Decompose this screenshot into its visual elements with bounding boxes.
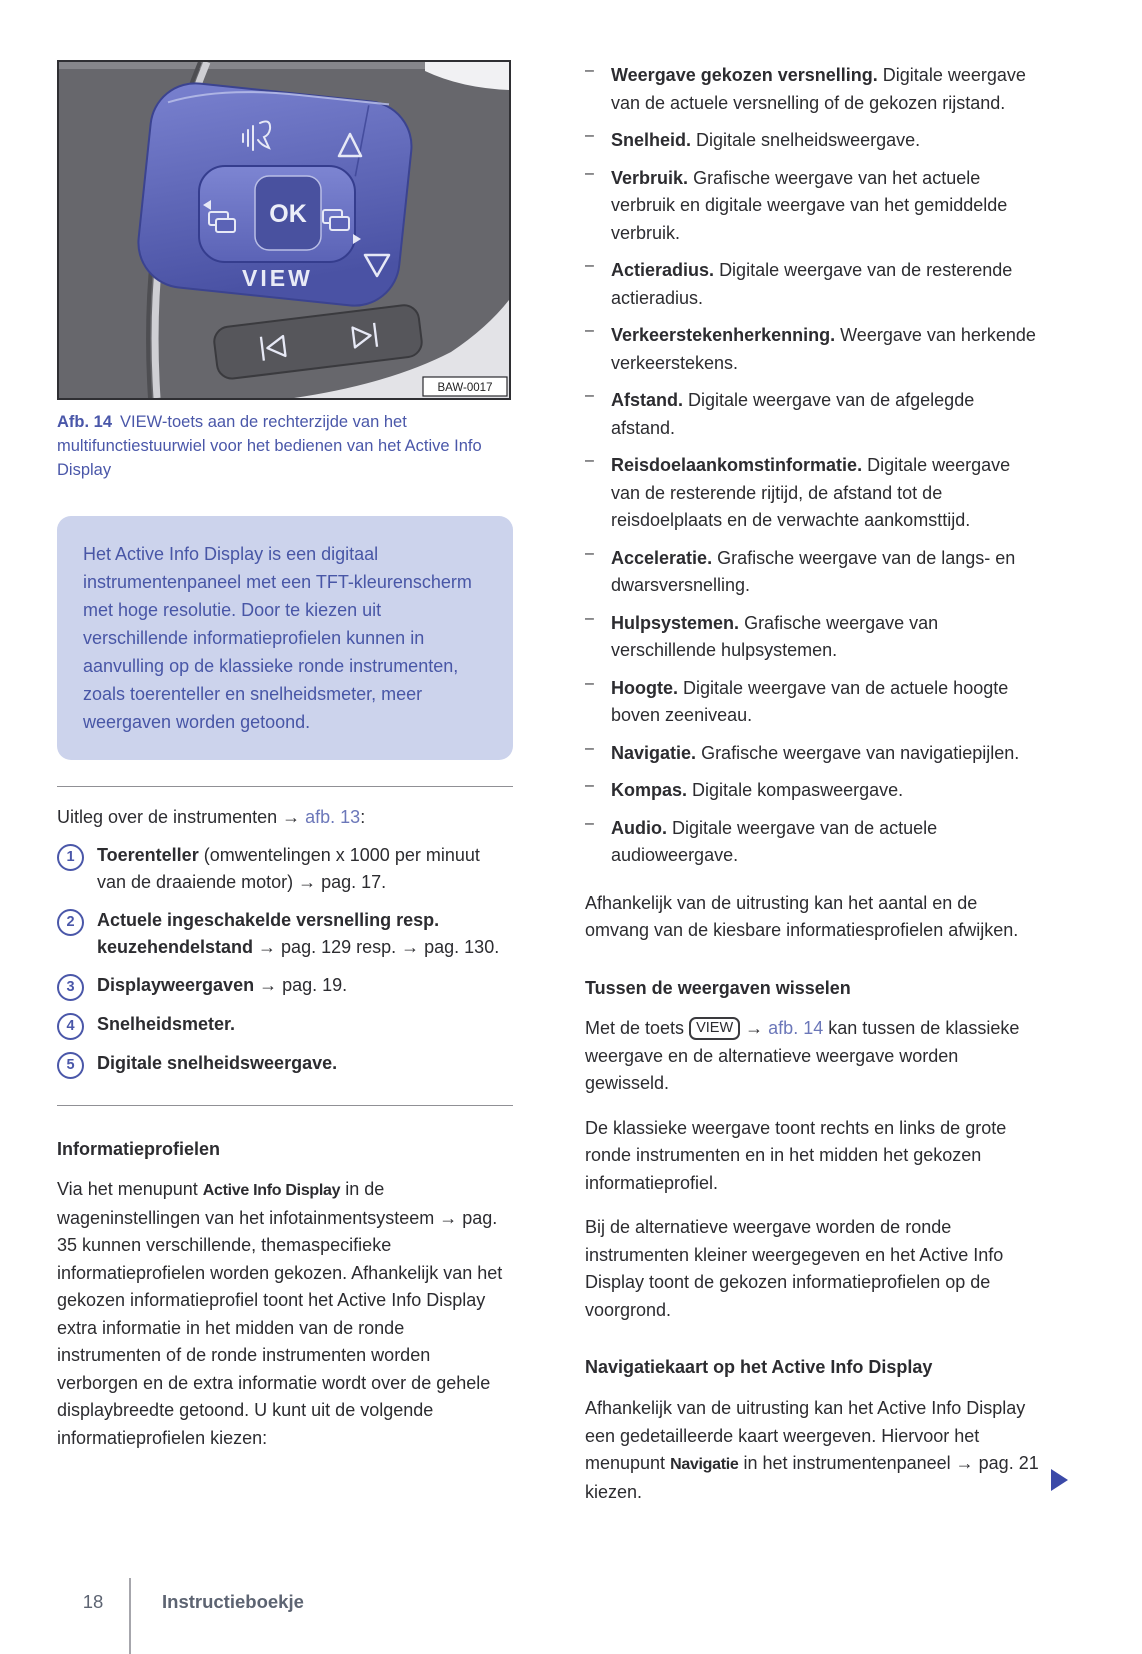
profile-list-item: – Actieradius. Digitale weergave van de resterende actieradius. [585,257,1041,312]
figure-13-reference: afb. 13 [305,807,361,827]
image-code-text: BAW-0017 [437,382,493,394]
legend-item [57,907,513,962]
item-number-badge: 3 [57,974,84,1001]
legend-item [57,842,513,897]
figure-caption [57,410,513,482]
section-heading-navigatiekaart: Navigatiekaart op het Active Info Display [585,1357,933,1378]
footer-title: Instructieboekje [162,1591,304,1612]
switch-paragraph-2: De klassieke weergave toont rechts en links de grote ronde instrumenten en in het midden het gekozen informatieprofiel. [585,1117,1007,1193]
bullet-dash: – [585,609,594,627]
menu-item-active-info-display: Active Info Display [202,1182,341,1200]
equipment-note: Afhankelijk van de uitrusting kan het aantal en de omvang van de kiesbare informatiesprofielen afwijken. [585,892,1019,940]
bullet-dash: – [585,322,594,339]
divider-rule [57,786,513,787]
bullet-dash: – [585,777,594,794]
legend-item-text: Snelheidsmeter. [97,1013,236,1034]
profile-list-item: – Acceleratie. Grafische weergave van de langs- en dwarsversnelling. [585,545,1041,600]
figure-steering-wheel-photo [57,60,511,400]
ok-button-label: OK [269,200,307,228]
legend-item-text: Displayweergaven → pag. 19. [97,974,348,995]
profile-list-item: – Audio. Digitale weergave van de actuele audioweergave. [585,815,1041,870]
profile-list-item: – Snelheid. Digitale snelheidsweergave. [585,127,1041,155]
figure-caption-text: VIEW-toets aan de rechterzijde van het multifunctiestuurwiel voor het bedienen van het Active Info Display [57,413,482,479]
legend-item [57,1011,513,1040]
legend-item [57,972,513,1001]
switch-paragraph-3: Bij de alternatieve weergave worden de ronde instrumenten kleiner weergegeven en het Active Info Display toont de gekozen informatieprofielen op de voorgrond. [585,1217,1004,1320]
item-number-badge: 5 [57,1052,84,1079]
switch-paragraph-1: Met de toets VIEW → afb. 14 kan tussen de klassieke weergave en de alternatieve weergave worden gewisseld. [585,1018,1020,1094]
legend-item [57,1050,513,1079]
figure-14-reference: afb. 14 [768,1018,824,1039]
bullet-dash: – [585,257,594,274]
profile-list-item: – Hoogte. Digitale weergave van de actuele hoogte boven zeeniveau. [585,675,1041,730]
profile-list-item: – Reisdoelaankomstinformatie. Digitale weergave van de resterende rijtijd, de afstand tot de reisdoelplaats en de verwachte aankomsttijd. [585,452,1041,535]
page-number: 18 [82,1591,104,1612]
item-number-badge: 2 [57,909,84,936]
menu-item-navigatie: Navigatie [670,1456,739,1474]
profile-list-item: – Kompas. Digitale kompasweergave. [585,777,1041,805]
profile-list-item: – Navigatie. Grafische weergave van navigatiepijlen. [585,740,1041,768]
profile-list-item: – Verkeerstekenherkenning. Weergave van herkende verkeerstekens. [585,322,1041,377]
item-number-badge: 4 [57,1013,84,1040]
view-button-label: VIEW [242,265,313,291]
informatieprofielen-paragraph: Via het menupunt Active Info Display in de wageninstellingen van het infotainmentsysteem → pag. 35 kunnen verschillende, themaspecifieke informatieprofielen worden gekozen. Afhankelijk van het gekozen informatieprofiel toont het Active Info Display extra informatie in het midden van de ronde instrumenten of de ronde instrumenten worden verborgen en de extra informatie wordt over de gehele displaybreedte getoond. U kunt uit de volgende informatieprofielen kiezen: [57,1179,503,1448]
bullet-dash: – [585,164,594,182]
divider-rule [57,1105,513,1106]
figure-caption-label: Afb. 14 [57,413,113,431]
info-box [57,516,513,760]
page-continuation-arrow-icon [1051,1469,1068,1491]
profile-list-item: – Hulpsystemen. Grafische weergave van verschillende hulpsystemen. [585,610,1041,665]
bullet-dash: – [585,544,594,562]
profile-list-item: – Weergave gekozen versnelling. Digitale weergave van de actuele versnelling of de gekozen rijstand. [585,62,1041,117]
legend-item-text: Toerenteller (omwentelingen x 1000 per minuut van de draaiende motor) → pag. 17. [97,844,480,892]
section-heading-informatieprofielen: Informatieprofielen [57,1138,221,1159]
page-footer [57,1578,304,1654]
profile-list-item: – Verbruik. Grafische weergave van het actuele verbruik en digitale weergave van het gemiddelde verbruik. [585,165,1041,248]
right-column [585,52,1041,1506]
footer-divider [129,1578,131,1654]
bullet-dash: – [585,452,594,469]
left-column [57,60,513,1452]
profile-list-item: – Afstand. Digitale weergave van de afgelegde afstand. [585,387,1041,442]
legend-item-text: Actuele ingeschakelde versnelling resp. keuzehendelstand → pag. 129 resp. → pag. 130. [97,909,500,957]
navigatiekaart-paragraph: Afhankelijk van de uitrusting kan het Active Info Display een gedetailleerde kaart weergeven. Hiervoor het menupunt Navigatie in het instrumentenpaneel → pag. 21 kiezen. [585,1398,1039,1502]
steering-wheel-illustration [59,62,509,398]
bullet-dash: – [585,127,594,144]
legend-intro: Uitleg over de instrumenten → afb. 13: [57,807,366,827]
item-number-badge: 1 [57,844,84,871]
legend-item-text: Digitale snelheidsweergave. [97,1052,338,1073]
bullet-dash: – [585,62,594,79]
bullet-dash: – [585,739,594,757]
info-box-text: Het Active Info Display is een digitaal instrumentenpaneel met een TFT-kleurenscherm met hoge resolutie. Door te kiezen uit verschillende informatieprofielen kunnen in aanvulling op de klassieke ronde instrumenten, zoals toerenteller en snelheidsmeter, meer weergaven worden getoond. [83,544,472,732]
bullet-dash: – [585,387,594,404]
bullet-dash: – [585,814,594,832]
section-heading-wisselen: Tussen de weergaven wisselen [585,977,851,998]
bullet-dash: – [585,674,594,692]
view-key-badge: VIEW [689,1017,740,1040]
